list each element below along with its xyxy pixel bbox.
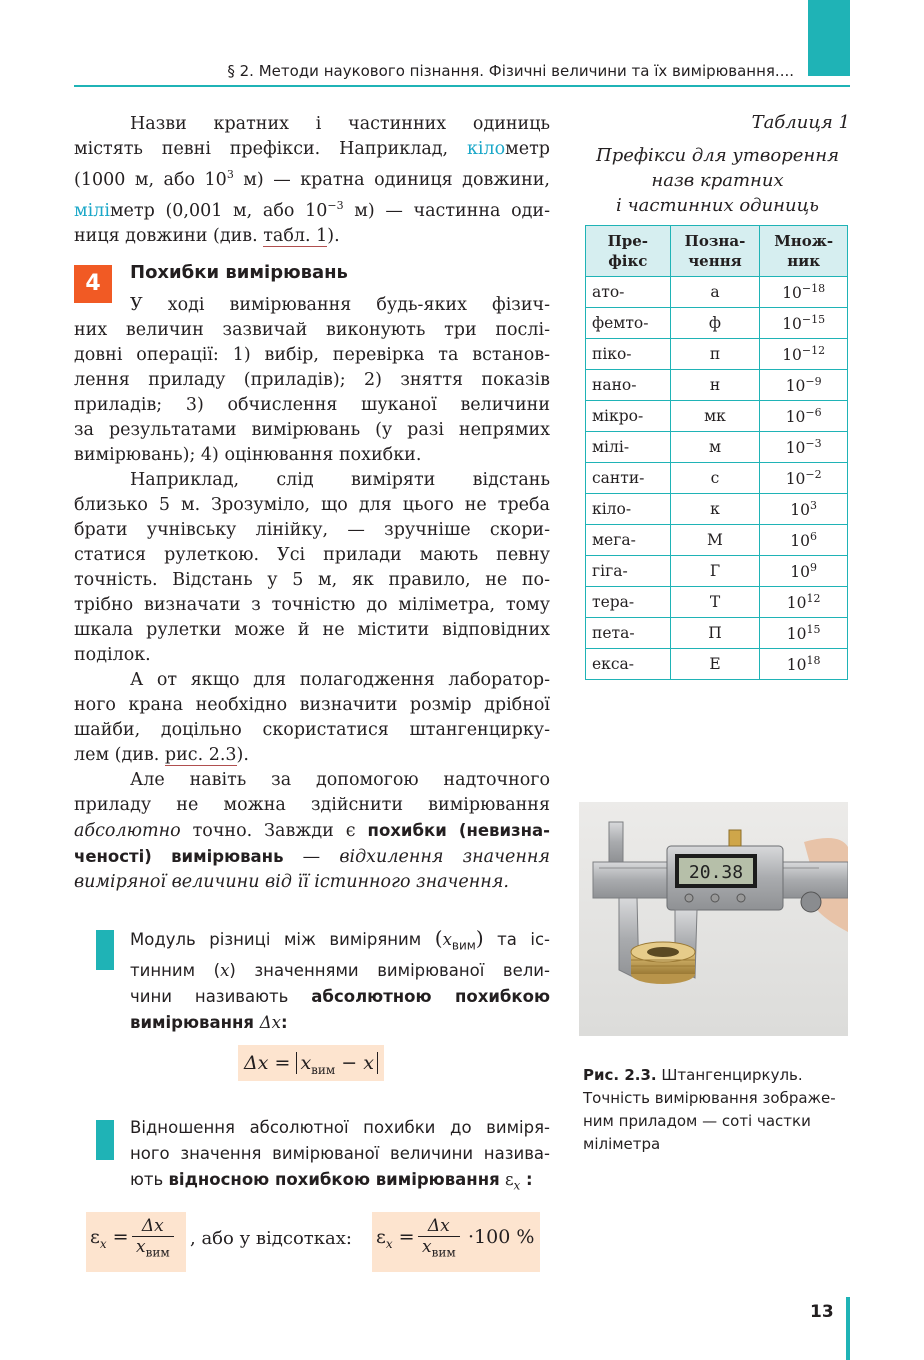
prefix-cell: кіло- [586,494,671,525]
table-row [586,587,848,618]
text-line: А от якщо для полагодження лаборатор- [130,670,550,690]
text-line: них величин зазвичай виконують три послі- [74,320,550,340]
text-line: лем (див. рис. 2.3). [74,745,249,765]
multiplier-exponent: −2 [805,467,822,481]
text-line: за результатами вимірювань (у разі непрямих [74,420,550,440]
multiplier-exponent: 9 [810,560,818,574]
multiplier-cell [760,587,848,618]
multiplier-exponent: −18 [801,281,826,295]
multiplier-cell [760,401,848,432]
table-row [586,432,848,463]
multiplier-cell [760,463,848,494]
prefix-cell: фемто- [586,308,671,339]
multiplier-cell [760,432,848,463]
text-line: Наприклад, слід виміряти відстань [130,470,550,490]
prefix-table [585,225,848,680]
text-line: ниця довжини (див. табл. 1). [74,225,340,246]
column-header-prefix: Пре- фікс [586,226,671,277]
symbol-cell: к [670,494,760,525]
multiplier-base: 10 [786,656,807,675]
prefix-cell: мілі- [586,432,671,463]
text-line: приладів; 3) обчислення шуканої величини [74,395,550,415]
multiplier-exponent: −3 [805,436,822,450]
text-line: ченості) вимірювань — відхилення значення [74,847,550,867]
multiplier-cell [760,556,848,587]
multiplier-cell [760,649,848,680]
prefix-cell: піко- [586,339,671,370]
table-caption: Префікси для утворення назв кратних і частинних одиниць [596,145,839,216]
definition-marker [96,1120,114,1160]
text-line: вимірювань); 4) оцінювання похибки. [74,445,422,465]
text-line: близько 5 м. Зрозуміло, що для цього не треба [74,495,550,515]
text-line: Модуль різниці між виміряним $(x_{вим})$ та іс- [130,926,550,953]
caliper-illustration [579,802,848,1036]
multiplier-exponent: −15 [801,312,826,326]
text-line: чини називають абсолютною похибкою [130,987,550,1007]
multiplier-base: 10 [785,439,806,458]
symbol-cell: Е [670,649,760,680]
table-row [586,618,848,649]
running-title: § 2. Методи наукового пізнання. Фізичні величини та їх вимірювання.... [227,62,794,80]
multiplier-cell [760,525,848,556]
multiplier-cell [760,339,848,370]
table-row [586,370,848,401]
caliper-photo [579,802,848,1036]
percent-multiplier: ·100 % [468,1226,535,1248]
text-line: тинним (x) значеннями вимірюваної вели- [130,961,550,981]
header-rule [74,85,850,87]
text-line: довні операції: 1) вибір, перевірка та встанов- [74,345,550,365]
multiplier-cell [760,494,848,525]
multiplier-exponent: −6 [805,405,822,419]
table-header-row [586,226,848,277]
text-line: містять певні префікси. Наприклад, кілометр [74,139,550,159]
text-line: поділок. [74,645,151,665]
text-line: Відношення абсолютної похибки до виміря- [130,1118,550,1137]
multiplier-cell [760,277,848,308]
prefix-cell: санти- [586,463,671,494]
table-label: Таблиця 1 [751,112,850,133]
prefix-cell: нано- [586,370,671,401]
chapter-tab [808,0,850,76]
multiplier-exponent: 3 [810,498,818,512]
multiplier-base: 10 [786,594,807,613]
table-row [586,401,848,432]
text-line: трібно визначати з точністю до міліметра, тому [74,595,550,615]
multiplier-base: 10 [785,377,806,396]
multiplier-exponent: 6 [810,529,818,543]
fraction: Δx $x_{вим}$ [418,1216,460,1259]
table-row [586,556,848,587]
table-row [586,494,848,525]
prefix-cell: тера- [586,587,671,618]
page-number-bar [846,1297,850,1360]
symbol-cell: Т [670,587,760,618]
definition-relative-error [130,1115,550,1198]
table-row [586,308,848,339]
prefix-cell: мега- [586,525,671,556]
text-line: ного значення вимірюваної величини назива- [130,1144,550,1163]
multiplier-exponent: −12 [801,343,826,357]
multiplier-cell [760,618,848,649]
symbol-cell: м [670,432,760,463]
symbol-cell: н [670,370,760,401]
text-line: ють відносною похибкою вимірювання $\varepsilon_x$ : [130,1170,533,1193]
table-link[interactable]: табл. 1 [263,225,328,246]
text-line: приладу не можна здійснити вимірювання [74,795,550,815]
text-line: виміряної величини від її істинного значення. [74,872,509,892]
text-line: міліметр (0,001 м, або $10^{-3}$ м) — частинна оди- [74,198,550,221]
text-line: брати учнівську лінійку, — зручніше скори- [74,520,550,540]
multiplier-base: 10 [785,408,806,427]
table-row [586,649,848,680]
symbol-cell: ф [670,308,760,339]
table-row [586,525,848,556]
relative-error-percent-formula: $\varepsilon_x$ = Δx $x_{вим}$ ·100 % [372,1212,540,1272]
multiplier-exponent: 12 [806,591,821,605]
fraction: Δx $x_{вим}$ [132,1216,174,1259]
relative-error-formula: $\varepsilon_x$ = Δx $x_{вим}$ [86,1212,186,1272]
text-line: ного крана необхідно визначити розмір дрібної [74,695,550,715]
symbol-cell: Г [670,556,760,587]
multiplier-exponent: 18 [806,653,821,667]
section-number-badge: 4 [74,265,112,303]
multiplier-base: 10 [786,625,807,644]
paragraph-example [74,468,550,668]
prefix-cell: мікро- [586,401,671,432]
text-line: шайби, доцільно скористатися штангенцирку- [74,720,550,740]
text-line: Назви кратних і частинних одиниць [130,114,550,134]
symbol-cell: мк [670,401,760,432]
intro-paragraph [74,112,550,249]
prefix-cell: ато- [586,277,671,308]
text-line: статися рулеткою. Усі прилади мають певну [74,545,550,565]
table-row [586,277,848,308]
multiplier-base: 10 [785,470,806,489]
caliper-display-reading: 20.38 [688,862,744,883]
symbol-cell: а [670,277,760,308]
table-row [586,339,848,370]
text-line: (1000 м, або $10^3$ м) — кратна одиниця довжини, [74,168,550,190]
multiplier-base: 10 [790,563,811,582]
absolute-error-formula: $\Delta x = x_{вим} - x$ [238,1045,384,1081]
figure-caption: Рис. 2.3. Штангенциркуль. Точність вимірювання зображе- ним приладом — соті частки міліметра [583,1066,836,1153]
symbol-cell: П [670,618,760,649]
multiplier-base: 10 [782,346,802,365]
column-header-multiplier: Множ- ник [760,226,848,277]
paragraph-operations [74,293,550,468]
symbol-cell: с [670,463,760,494]
multiplier-cell [760,308,848,339]
multiplier-base: 10 [782,284,802,303]
formula-connector-text: , або у відсотках: [190,1228,352,1249]
text-line: вимірювання Δx: [130,1013,288,1033]
multiplier-base: 10 [790,532,811,551]
prefix-cell: екса- [586,649,671,680]
multiplier-base: 10 [782,315,802,334]
multiplier-cell [760,370,848,401]
text-line: Але навіть за допомогою надточного [130,770,550,790]
paragraph-errors [74,768,550,895]
definition-absolute-error [130,925,550,1036]
column-header-symbol: Позна- чення [670,226,760,277]
prefix-cell: пета- [586,618,671,649]
page-number: 13 [810,1302,834,1322]
text-line: точність. Відстань у 5 м, як правило, не по- [74,570,550,590]
symbol-cell: п [670,339,760,370]
definition-marker [96,930,114,970]
symbol-cell: М [670,525,760,556]
multiplier-base: 10 [790,501,811,520]
multiplier-exponent: 15 [806,622,821,636]
table-row [586,463,848,494]
multiplier-exponent: −9 [805,374,822,388]
text-line: лення приладу (приладів); 2) зняття показів [74,370,550,390]
text-line: шкала рулетки може й не містити відповідних [74,620,550,640]
text-line: абсолютно точно. Завжди є похибки (невизна- [74,821,551,841]
prefix-cell: гіга- [586,556,671,587]
figure-link[interactable]: рис. 2.3 [164,745,237,765]
text-line: У ході вимірювання будь-яких фізич- [130,295,550,315]
section-title: Похибки вимірювань [130,262,348,283]
paragraph-caliper [74,668,550,768]
